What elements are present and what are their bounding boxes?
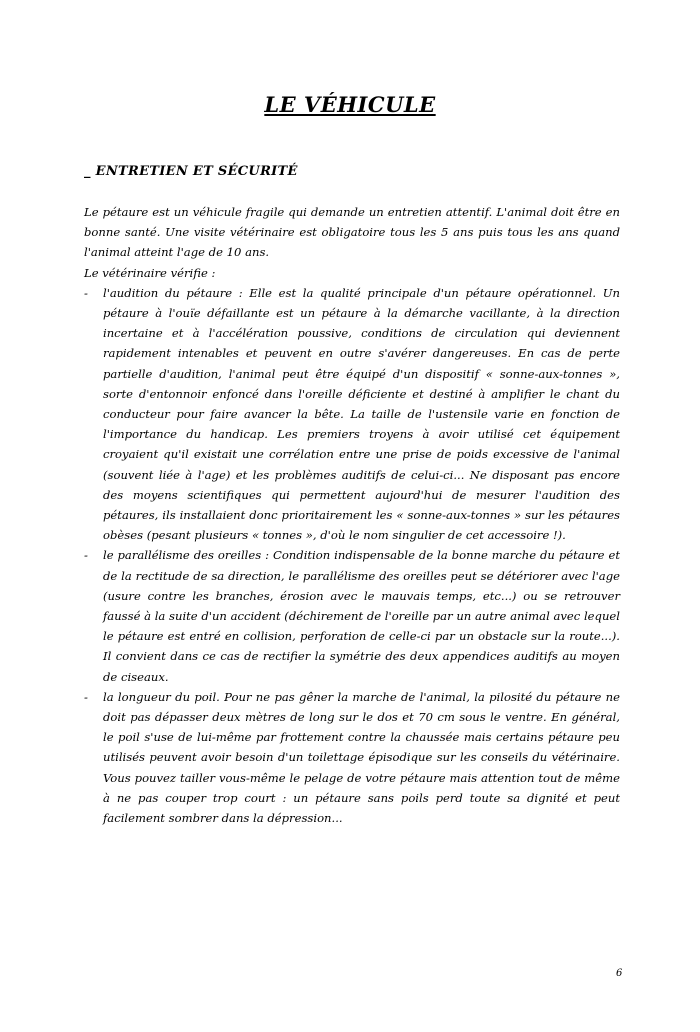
- list-item-text: le parallélisme des oreilles : Condition indispensable de la bonne marche du pétaure et de la rectitude de sa direction, le parallélisme des oreilles peut se détériorer avec l'age (usure contre les branches, érosion avec le mauvais temps, etc...) ou se retrouver faussé à la suite d'un accident (déchirement de l'oreille par un autre animal avec lequel le pétaure est entré en collision, perforation de celle-ci par un obstacle sur la route...). Il convient dans ce cas de rectifier la symétrie des deux appendices auditifs au moyen de ciseaux.: [103, 548, 620, 684]
- bullet-dash: -: [84, 548, 88, 563]
- list-item-text: l'audition du pétaure : Elle est la qualité principale d'un pétaure opérationnel. Un pétaure à l'ouïe défaillante est un pétaure à la démarche vacillante, à la direction incertaine et à l'accélération poussive, conditions de circulation qui deviennent rapidement intenables et peuvent en outre s'avérer dangereuses. En cas de perte partielle d'audition, l'animal peut être équipé d'un dispositif « sonne-aux-tonnes », sorte d'entonnoir enfoncé dans l'oreille déficiente et destiné à amplifier le chant du conducteur pour faire avancer la bête. La taille de l'ustensile varie en fonction de l'importance du handicap. Les premiers troyens à avoir utilisé cet équipement croyaient qu'il existait une corrélation entre une prise de poids excessive de l'animal (souvent liée à l'age) et les problèmes auditifs de celui-ci... Ne disposant pas encore des moyens scientifiques qui permettent aujourd'hui de mesurer l'audition des pétaures, ils installaient donc prioritairement les « sonne-aux-tonnes » sur les pétaures obèses (pesant plusieurs « tonnes », d'où le nom singulier de cet accessoire !).: [103, 285, 620, 543]
- page-title: LE VÉHICULE: [264, 92, 436, 117]
- intro-paragraph: Le pétaure est un véhicule fragile qui demande un entretien attentif. L'animal doit être en bonne santé. Une visite vétérinaire est obligatoire tous les 5 ans puis tous les ans quand l'animal atteint l'age de 10 ans.: [84, 205, 620, 260]
- list-item: [84, 283, 620, 546]
- checklist: [84, 283, 620, 828]
- bullet-dash: -: [84, 285, 88, 300]
- list-item-text: la longueur du poil. Pour ne pas gêner la marche de l'animal, la pilosité du pétaure ne doit pas dépasser deux mètres de long sur le dos et 70 cm sous le ventre. En général, le poil s'use de lui-même par frottement contre la chaussée mais certains pétaure peu utilisés peuvent avoir besoin d'un toilettage épisodique sur les conseils du vétérinaire. Vous pouvez tailler vous-même le pelage de votre pétaure mais attention tout de même à ne pas couper trop court : un pétaure sans poils perd toute sa dignité et peut facilement sombrer dans la dépression...: [103, 689, 620, 826]
- intro-lead-in: Le vétérinaire vérifie :: [84, 265, 216, 280]
- body-text: [84, 202, 620, 828]
- bullet-dash: -: [84, 689, 88, 704]
- page-number: 6: [616, 968, 623, 979]
- list-item: [84, 545, 620, 686]
- section-heading: _ ENTRETIEN ET SÉCURITÉ: [84, 164, 298, 179]
- list-item: [84, 687, 620, 828]
